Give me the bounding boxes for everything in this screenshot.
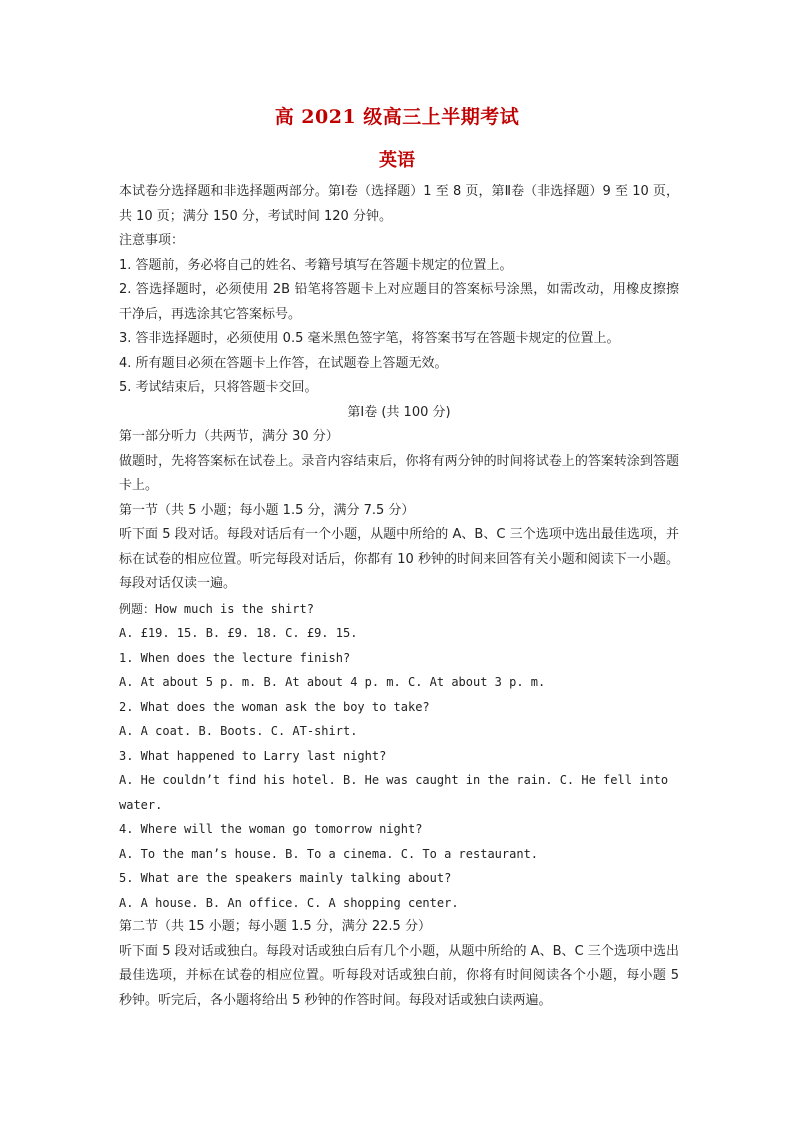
- notice-item: 2. 答选择题时，必须使用 2B 铅笔将答题卡上对应题目的答案标号涂黑，如需改动，用橡皮擦擦干净后，再选涂其它答案标号。: [119, 282, 679, 322]
- exam-content: [119, 180, 679, 1013]
- notice-item: 1. 答题前，务必将自己的姓名、考籍号填写在答题卡规定的位置上。: [119, 257, 513, 273]
- intro-paragraph: 本试卷分选择题和非选择题两部分。第Ⅰ卷（选择题）1 至 8 页，第Ⅱ卷（非选择题）9 至 10 页，共 10 页；满分 150 分，考试时间 120 分钟。: [119, 184, 679, 224]
- question-4: 4. Where will the woman go tomorrow night?: [119, 822, 423, 836]
- question-5-options: A. A house. B. An office. C. A shopping center.: [119, 895, 459, 910]
- section1-instruction: 听下面 5 段对话。每段对话后有一个小题，从题中所给的 A、B、C 三个选项中选出最佳选项，并标在试卷的相应位置。听完每段对话后，你都有 10 秒钟的时间来回答有关小题和阅读下一小题。每段对话仅读一遍。: [119, 527, 679, 591]
- part1-instruction: 做题时，先将答案标在试卷上。录音内容结束后，你将有两分钟的时间将试卷上的答案转涂到答题卡上。: [119, 453, 679, 493]
- notice-item: 4. 所有题目必须在答题卡上作答，在试题卷上答题无效。: [119, 355, 448, 371]
- section1-title: 第一节（共 5 小题；每小题 1.5 分，满分 7.5 分）: [119, 502, 415, 518]
- notice-item: 5. 考试结束后，只将答题卡交回。: [119, 380, 318, 395]
- exam-title: 高 2021 级高三上半期考试: [274, 106, 520, 128]
- example-options: A. £19. 15. B. £9. 18. C. £9. 15.: [119, 626, 358, 640]
- question-4-options: A. To the man’s house. B. To a cinema. C. To a restaurant.: [119, 846, 539, 861]
- section2-instruction: 听下面 5 段对话或独白。每段对话或独白后有几个小题，从题中所给的 A、B、C 三个选项中选出最佳选项，并标在试卷的相应位置。听每段对话或独白前，你将有时间阅读各个小题，每小题 5 秒钟。听完后，各小题将给出 5 秒钟的作答时间。每段对话或独白读两遍。: [119, 943, 679, 1008]
- example-question: 例题：How much is the shirt?: [119, 601, 314, 616]
- section2-title: 第二节（共 15 小题；每小题 1.5 分，满分 22.5 分）: [119, 919, 431, 934]
- question-1: 1. When does the lecture finish?: [119, 650, 351, 665]
- question-5: 5. What are the speakers mainly talking about?: [119, 871, 452, 885]
- part1-title: 第一部分听力（共两节，满分 30 分）: [119, 429, 339, 444]
- notice-title: 注意事项：: [119, 233, 185, 248]
- question-2: 2. What does the woman ask the boy to take?: [119, 699, 430, 714]
- subject-title: 英语: [379, 150, 415, 171]
- question-2-options: A. A coat. B. Boots. C. AT-shirt.: [119, 724, 358, 738]
- volume-title: 第Ⅰ卷 (共 100 分): [347, 404, 451, 420]
- question-1-options: A. At about 5 p. m. B. At about 4 p. m. C. At about 3 p. m.: [119, 675, 546, 689]
- question-3: 3. What happened to Larry last night?: [119, 748, 387, 763]
- notice-item: 3. 答非选择题时，必须使用 0.5 毫米黑色签字笔，将答案书写在答题卡规定的位置上。: [119, 331, 620, 346]
- question-3-options: A. He couldn’t find his hotel. B. He was caught in the rain. C. He fell into water.: [119, 773, 669, 812]
